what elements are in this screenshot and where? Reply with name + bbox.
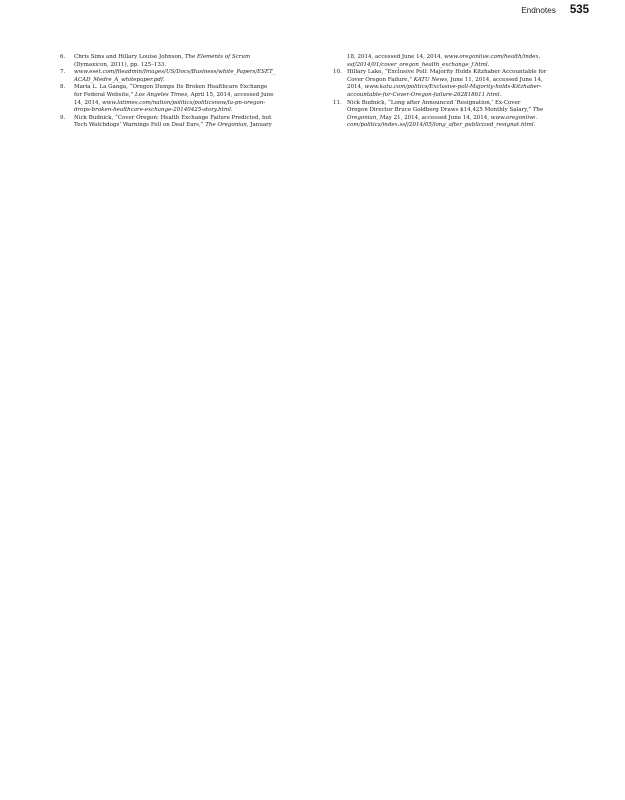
notes-column-right [333, 54, 589, 130]
endnote-text: 2014, [347, 84, 365, 91]
endnote-line [74, 54, 314, 62]
endnote [60, 69, 314, 84]
endnote-italic-text: The Oregonian [205, 122, 247, 129]
endnote-line [74, 115, 314, 123]
endnote-text: Tech Watchdogs’ Warnings Fell on Deaf Ears,” [74, 122, 206, 129]
endnote-text: Oregon Director Bruce Goldberg Draws $14,425 Monthly Salary,” [347, 107, 533, 114]
endnote-text: Chris Sims and Hillary Louise Johnson, [74, 54, 185, 60]
endnote-italic-text: accountable-for-Cover-Oregon-failure-262818611.html [347, 91, 500, 98]
endnote-line [347, 92, 589, 100]
endnote-text: , May 21, 2014, accessed June 14, 2014, [376, 114, 491, 121]
endnote-line [74, 92, 314, 100]
endnote-number: 7. [60, 69, 66, 76]
endnote-italic-text: The [532, 107, 544, 114]
endnote-number: 6. [60, 54, 66, 60]
endnote-italic-text: KATU News [413, 76, 447, 83]
endnote-number: 11. [333, 99, 342, 106]
endnote-text: Nick Budnick, “Cover Oregon: Health Exchange Failure Predicted, but [74, 114, 272, 121]
endnote-line [347, 84, 589, 92]
endnote-text: . [487, 61, 490, 68]
endnote [333, 69, 589, 99]
endnote-text: 14, 2014, [74, 99, 102, 106]
endnote-line [347, 69, 589, 77]
endnote-text: . [162, 76, 165, 83]
endnote-line [74, 84, 314, 92]
endnote-line [74, 122, 314, 130]
endnote-italic-text: com/politics/index.ssf/2014/05/long_after_publicized_resignat.html [347, 122, 534, 129]
notes-column-left [60, 54, 314, 130]
endnote-italic-text: drops-broken-healthcare-exchange-20140425-story.html [74, 107, 231, 114]
endnote-text: , April 15, 2014, accessed June [187, 91, 274, 98]
endnote-line [347, 100, 589, 108]
endnote-line [347, 122, 589, 130]
endnote-number: 10. [333, 69, 342, 76]
endnote-text: Hillary Lake, “Exclusive Poll: Majority Holds Kitzhaber Accountable for [347, 69, 547, 76]
endnote [333, 100, 589, 130]
endnote-italic-text: ACAD_Medre_A_whitepaper.pdf [74, 76, 163, 83]
endnote-text: . [230, 107, 233, 114]
endnote-text: 18, 2014, accessed June 14, 2014, [347, 54, 445, 60]
endnote-line [347, 107, 589, 115]
endnote-line [347, 77, 589, 85]
section-title: Endnotes [521, 6, 556, 15]
endnote-italic-text: www.katu.com/politics/Exclusive-poll-Majority-holds-Kitzhaber- [364, 84, 542, 91]
endnote-italic-text: Oregonian [347, 114, 377, 121]
endnote [60, 54, 314, 69]
endnote-line [74, 62, 314, 70]
endnote-text: (Dymaxicon, 2011), pp. 125–133. [74, 61, 167, 68]
endnote-text: for Federal Website,” [74, 91, 136, 98]
endnote-line [74, 100, 314, 108]
endnote-italic-text: Los Angeles Times [135, 91, 188, 98]
endnote-text: , June 11, 2014, accessed June 14, [446, 76, 543, 83]
running-head [521, 4, 589, 16]
endnote [333, 54, 589, 69]
endnote-number: 9. [60, 114, 66, 121]
endnote-line [347, 54, 589, 62]
endnote [60, 115, 314, 130]
endnote-line [74, 107, 314, 115]
page-number: 535 [569, 4, 589, 16]
endnote-italic-text: ssf/2014/01/cover_oregon_health_exchange_f.html [347, 61, 488, 68]
endnote-line [347, 115, 589, 123]
endnote-text: , January [246, 122, 272, 129]
endnote-text: Maria L. La Ganga, “Oregon Dumps Its Broken Healthcare Exchange [74, 84, 268, 91]
endnote-italic-text: www.oregonlive.com/health/index. [444, 54, 541, 60]
endnote [60, 84, 314, 114]
endnote-number: 8. [60, 84, 66, 91]
endnote-line [74, 69, 314, 77]
endnote-text: Cover Oregon Failure,” [347, 76, 414, 83]
endnote-text: . [499, 91, 502, 98]
endnote-text: Nick Budnick, “Long after Announced ‘Resignation,’ Ex-Cover [347, 99, 521, 106]
endnote-italic-text: The Elements of Scrum [184, 54, 251, 60]
endnote-italic-text: www.latimes.com/nation/politics/politicsnow/la-pn-oregon- [102, 99, 266, 106]
endnote-italic-text: www.oregonlive. [490, 114, 538, 121]
endnote-text: . [533, 122, 536, 129]
endnote-italic-text: www.eset.com/fileadmin/Images/US/Docs/Business/white_Papers/ESET_ [74, 69, 276, 76]
